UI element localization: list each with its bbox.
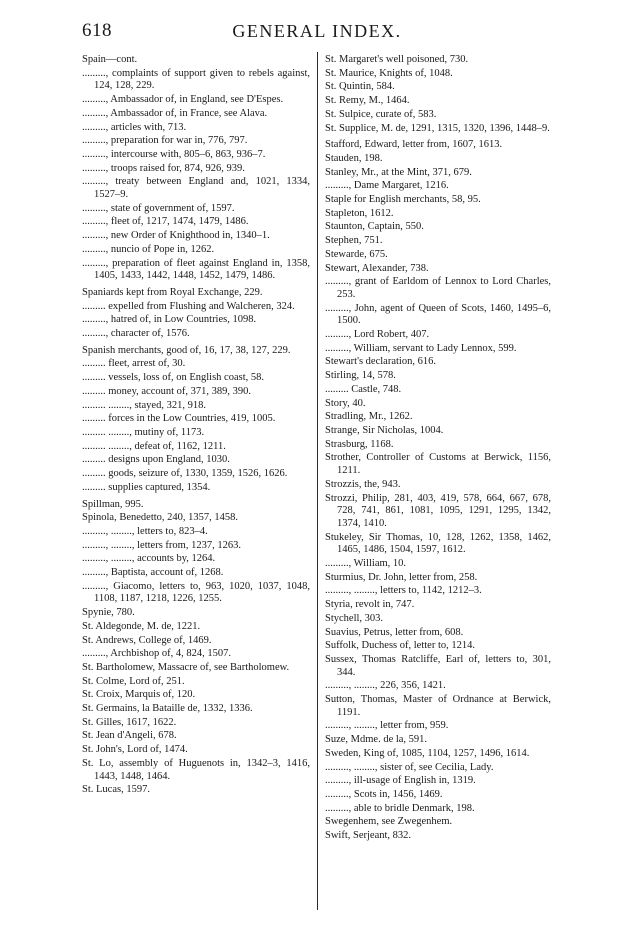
- index-entry: St. Gilles, 1617, 1622.: [82, 716, 177, 728]
- index-entry: Strother, Controller of Customs at Berwick, 1156, 1211.: [325, 452, 551, 477]
- index-entry: Staple for English merchants, 58, 95.: [325, 194, 481, 206]
- index-entry: Stukeley, Sir Thomas, 10, 128, 1262, 1358, 1462, 1465, 1486, 1504, 1597, 1612.: [325, 531, 551, 556]
- index-entry: Strozzi, Philip, 281, 403, 419, 578, 664, 667, 678, 728, 741, 861, 1081, 1095, 1291, 1295, 1342, 1374, 1410.: [325, 492, 551, 529]
- index-entry: ........., treaty between England and, 1021, 1334, 1527–9.: [82, 176, 310, 201]
- index-entry: St. Supplice, M. de, 1291, 1315, 1320, 1396, 1448–9.: [325, 122, 550, 134]
- index-entry: St. Aldegonde, M. de, 1221.: [82, 620, 201, 632]
- index-entry: ........., nuncio of Pope in, 1262.: [82, 243, 215, 255]
- page-number: 618: [82, 20, 112, 41]
- index-entry: Spinola, Benedetto, 240, 1357, 1458.: [82, 512, 239, 524]
- index-entry: St. Croix, Marquis of, 120.: [82, 689, 196, 701]
- index-entry: ........., preparation of fleet against England in, 1358, 1405, 1433, 1442, 1448, 1452, 1479, 1486.: [82, 257, 310, 282]
- index-entry: ......... ........, stayed, 321, 918.: [82, 399, 206, 411]
- index-entry: ......... vessels, loss of, on English coast, 58.: [82, 372, 264, 384]
- index-entry: ........., Giacomo, letters to, 963, 1020, 1037, 1048, 1108, 1187, 1218, 1226, 1255.: [82, 580, 310, 605]
- index-entry: Stauden, 198.: [325, 152, 383, 164]
- index-entry: Spillman, 995.: [82, 498, 144, 510]
- index-entry: ........., Scots in, 1456, 1469.: [325, 788, 443, 800]
- index-entry: Spynie, 780.: [82, 607, 135, 619]
- index-entry: St. Andrews, College of, 1469.: [82, 634, 212, 646]
- page-title: GENERAL INDEX.: [232, 21, 402, 41]
- index-entry: Suavius, Petrus, letter from, 608.: [325, 626, 464, 638]
- index-entry: St. Lucas, 1597.: [82, 784, 150, 796]
- index-entry: ......... ........, mutiny of, 1173.: [82, 426, 205, 438]
- page-header: [82, 20, 552, 42]
- index-entry: St. Jean d'Angeli, 678.: [82, 730, 177, 742]
- index-entry: ........., state of government of, 1597.: [82, 202, 235, 214]
- index-entry: ........., ........, 226, 356, 1421.: [325, 680, 446, 692]
- index-entry: Swegenhem, see Zwegenhem.: [325, 816, 453, 828]
- index-entry: Stewart, Alexander, 738.: [325, 262, 429, 274]
- index-entry: ......... Castle, 748.: [325, 383, 402, 395]
- index-entry: ........., new Order of Knighthood in, 1340–1.: [82, 230, 270, 242]
- index-entry: ........., articles with, 713.: [82, 121, 187, 133]
- index-entry: Stanley, Mr., at the Mint, 371, 679.: [325, 166, 472, 178]
- index-entry: Stirling, 14, 578.: [325, 370, 396, 382]
- index-entry: St. John's, Lord of, 1474.: [82, 744, 188, 756]
- index-entry: ........., grant of Earldom of Lennox to Lord Charles, 253.: [325, 276, 551, 300]
- index-entry: ........., ........, letters from, 1237, 1263.: [82, 539, 241, 551]
- index-entry: ........., Archbishop of, 4, 824, 1507.: [82, 648, 232, 660]
- index-entry: ........., character of, 1576.: [82, 328, 190, 340]
- index-entry: Stephen, 751.: [325, 235, 383, 247]
- index-entry: ......... supplies captured, 1354.: [82, 481, 211, 493]
- index-entry: Strasburg, 1168.: [325, 438, 394, 450]
- index-entry: St. Lo, assembly of Huguenots in, 1342–3, 1416, 1443, 1448, 1464.: [82, 757, 310, 782]
- index-entry: ......... fleet, arrest of, 30.: [82, 358, 186, 370]
- index-entry: St. Remy, M., 1464.: [325, 95, 410, 107]
- index-entry: ........., John, agent of Queen of Scots, 1460, 1495–6, 1500.: [325, 302, 551, 327]
- index-entry: Spain—cont.: [82, 54, 138, 65]
- index-entry: ........., Ambassador of, in France, see Alava.: [82, 107, 268, 119]
- index-entry: St. Quintin, 584.: [325, 81, 395, 93]
- index-entry: ......... expelled from Flushing and Walcheren, 324.: [82, 300, 295, 312]
- index-entry: St. Margaret's well poisoned, 730.: [325, 54, 469, 65]
- index-entry: ......... designs upon England, 1030.: [82, 454, 230, 466]
- index-entry: ........., preparation for war in, 776, 797.: [82, 135, 248, 147]
- index-entry: ......... ........, defeat of, 1162, 1211.: [82, 440, 226, 452]
- index-entry: ........., Baptista, account of, 1268.: [82, 567, 224, 579]
- index-entry: Sturmius, Dr. John, letter from, 258.: [325, 571, 478, 583]
- index-entry: ........., William, servant to Lady Lennox, 599.: [325, 342, 517, 354]
- index-entry: Spaniards kept from Royal Exchange, 229.: [82, 286, 263, 298]
- index-entry: ........., able to bridle Denmark, 198.: [325, 802, 475, 814]
- index-entry: ........., troops raised for, 874, 926, 939.: [82, 162, 245, 174]
- index-entry: ........., complaints of support given to rebels against, 124, 128, 229.: [82, 67, 310, 92]
- index-entry: ......... forces in the Low Countries, 419, 1005.: [82, 413, 276, 425]
- index-entry: Suze, Mdme. de la, 591.: [325, 734, 428, 746]
- index-entry: ........., ........, sister of, see Cecilia, Lady.: [325, 761, 494, 773]
- index-entry: Stewarde, 675.: [325, 248, 388, 260]
- index-entry: St. Colme, Lord of, 251.: [82, 675, 185, 687]
- index-entry: ........., hatred of, in Low Countries, 1098.: [82, 314, 257, 326]
- index-entry: Stewart's declaration, 616.: [325, 356, 436, 368]
- index-entry: Styria, revolt in, 747.: [325, 599, 415, 611]
- column-divider: [317, 52, 318, 910]
- index-entry: Spanish merchants, good of, 16, 17, 38, 127, 229.: [82, 344, 291, 356]
- index-entry: St. Germains, la Bataille de, 1332, 1336.: [82, 703, 253, 715]
- index-entry: Stradling, Mr., 1262.: [325, 411, 413, 423]
- index-entry: ........., ........, letters to, 823–4.: [82, 525, 208, 537]
- index-entry: ........., fleet of, 1217, 1474, 1479, 1486.: [82, 216, 249, 228]
- index-entry: ........., ........, accounts by, 1264.: [82, 553, 216, 565]
- index-entry: Swift, Serjeant, 832.: [325, 830, 412, 842]
- index-entry: ......... money, account of, 371, 389, 390.: [82, 385, 252, 397]
- index-entry: Staunton, Captain, 550.: [325, 221, 424, 233]
- index-entry: ........., Dame Margaret, 1216.: [325, 180, 449, 192]
- index-entry: ......... goods, seizure of, 1330, 1359, 1526, 1626.: [82, 468, 288, 480]
- index-entry: Stafford, Edward, letter from, 1607, 1613.: [325, 139, 503, 151]
- index-entry: ........., ill-usage of English in, 1319.: [325, 775, 476, 787]
- index-entry: ........., ........, letter from, 959.: [325, 720, 449, 732]
- index-entry: St. Bartholomew, Massacre of, see Bartholomew.: [82, 661, 290, 673]
- index-entry: Sutton, Thomas, Master of Ordnance at Berwick, 1191.: [325, 694, 551, 718]
- right-index-column: [325, 54, 551, 844]
- index-entry: ........., ........, letters to, 1142, 1212–3.: [325, 585, 482, 597]
- index-entry: Strange, Sir Nicholas, 1004.: [325, 424, 444, 436]
- index-entry: Strozzis, the, 943.: [325, 478, 401, 490]
- index-entry: Sweden, King of, 1085, 1104, 1257, 1496, 1614.: [325, 747, 530, 759]
- index-entry: Suffolk, Duchess of, letter to, 1214.: [325, 640, 475, 652]
- index-entry: ........., intercourse with, 805–6, 863, 936–7.: [82, 148, 266, 160]
- index-entry: ........., Lord Robert, 407.: [325, 329, 430, 341]
- index-entry: St. Sulpice, curate of, 583.: [325, 108, 437, 120]
- index-entry: Stychell, 303.: [325, 612, 384, 624]
- left-index-column: [82, 54, 310, 798]
- index-entry: ........., William, 10.: [325, 558, 407, 570]
- index-entry: ........., Ambassador of, in England, see D'Espes.: [82, 94, 284, 106]
- index-entry: Stapleton, 1612.: [325, 207, 394, 219]
- index-entry: Sussex, Thomas Ratcliffe, Earl of, letters to, 301, 344.: [325, 653, 551, 678]
- index-entry: Story, 40.: [325, 397, 366, 409]
- index-entry: St. Maurice, Knights of, 1048.: [325, 67, 453, 79]
